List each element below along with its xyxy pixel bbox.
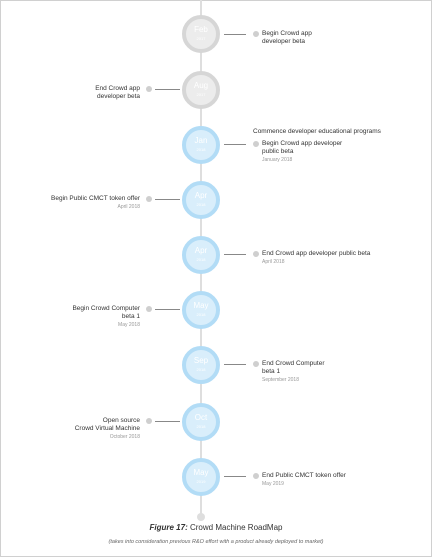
milestone-heading: Commence developer educational programs <box>253 128 381 135</box>
node-year: 2017 <box>196 92 206 97</box>
figure-subtitle: (takes into consideration previous R&O effort with a product already deployed to market) <box>108 539 324 545</box>
node-year: 2018 <box>196 257 206 262</box>
milestone-label <box>262 140 342 164</box>
milestone-label <box>10 195 140 211</box>
milestone-label <box>262 250 370 266</box>
milestone-node <box>182 458 220 496</box>
milestone-label-line: developer beta <box>262 38 306 45</box>
connector-line <box>155 309 180 310</box>
node-month: Sep <box>193 356 209 365</box>
connector-dot <box>146 306 152 312</box>
milestone-node <box>182 15 220 53</box>
figure-title: Crowd Machine RoadMap <box>189 523 283 532</box>
node-month: Jan <box>194 136 208 145</box>
node-year: 2017 <box>196 36 206 41</box>
milestone-label <box>262 360 325 384</box>
milestone-node <box>182 346 220 384</box>
milestone-label-line: Begin Crowd app <box>262 30 312 37</box>
node-year: 2018 <box>196 424 206 429</box>
milestone-date: January 2018 <box>262 157 293 163</box>
milestone-label-line: developer beta <box>96 93 140 100</box>
milestone-label <box>60 85 140 101</box>
node-month: Oct <box>194 413 208 422</box>
connector-line <box>224 254 246 255</box>
figure-label: Figure 17: <box>149 523 188 532</box>
milestone-label-line: Begin Crowd Computer <box>72 305 140 312</box>
node-month: Aug <box>193 81 209 90</box>
milestone-node <box>182 71 220 109</box>
node-month: Apr <box>194 246 208 255</box>
node-year: 2018 <box>196 312 206 317</box>
connector-dot <box>146 418 152 424</box>
milestone-label-line: Crowd Virtual Machine <box>74 425 140 432</box>
figure-caption <box>0 523 432 532</box>
milestone-label-line: Begin Crowd app developer <box>262 140 343 147</box>
milestone-date: May 2019 <box>262 481 284 487</box>
milestone-date: May 2018 <box>118 322 140 328</box>
milestone-label <box>262 30 312 46</box>
milestone-label-line: Open source <box>102 417 140 424</box>
connector-dot <box>253 251 259 257</box>
connector-dot <box>253 473 259 479</box>
milestone-date: April 2018 <box>117 204 140 210</box>
milestone-date: September 2018 <box>262 377 299 383</box>
milestone-node <box>182 126 220 164</box>
milestone-date: October 2018 <box>109 434 140 440</box>
milestone-node <box>182 403 220 441</box>
milestone-label-line: End Crowd app developer public beta <box>262 250 371 257</box>
connector-line <box>155 89 180 90</box>
connector-dot <box>146 196 152 202</box>
milestone-date: April 2018 <box>262 259 285 265</box>
node-year: 2018 <box>196 367 206 372</box>
milestone-node <box>182 236 220 274</box>
connector-line <box>155 421 180 422</box>
milestone-node <box>182 181 220 219</box>
milestone-label-line: End Crowd Computer <box>262 360 325 367</box>
milestone-label-line: beta 1 <box>121 313 140 320</box>
connector-line <box>155 199 180 200</box>
milestone-label <box>40 417 140 441</box>
connector-line <box>224 364 246 365</box>
connector-line <box>224 144 246 145</box>
milestone-label <box>40 305 140 329</box>
milestone-label-line: End Public CMCT token offer <box>262 472 346 479</box>
node-month: May <box>193 468 209 477</box>
timeline-end-dot <box>197 513 205 521</box>
node-month: Apr <box>194 191 208 200</box>
connector-dot <box>253 361 259 367</box>
milestone-label-line: End Crowd app <box>95 85 140 92</box>
connector-dot <box>253 31 259 37</box>
milestone-node <box>182 291 220 329</box>
connector-dot <box>253 141 259 147</box>
node-year: 2018 <box>196 147 206 152</box>
connector-dot <box>146 86 152 92</box>
node-year: 2018 <box>196 202 206 207</box>
milestone-label <box>262 472 346 488</box>
milestone-label-line: public beta <box>262 148 294 155</box>
node-month: Feb <box>194 25 208 34</box>
connector-line <box>224 476 246 477</box>
node-year: 2019 <box>196 479 206 484</box>
connector-line <box>224 34 246 35</box>
milestone-label-line: beta 1 <box>262 368 281 375</box>
node-month: May <box>193 301 209 310</box>
milestone-label-line: Begin Public CMCT token offer <box>51 195 140 202</box>
